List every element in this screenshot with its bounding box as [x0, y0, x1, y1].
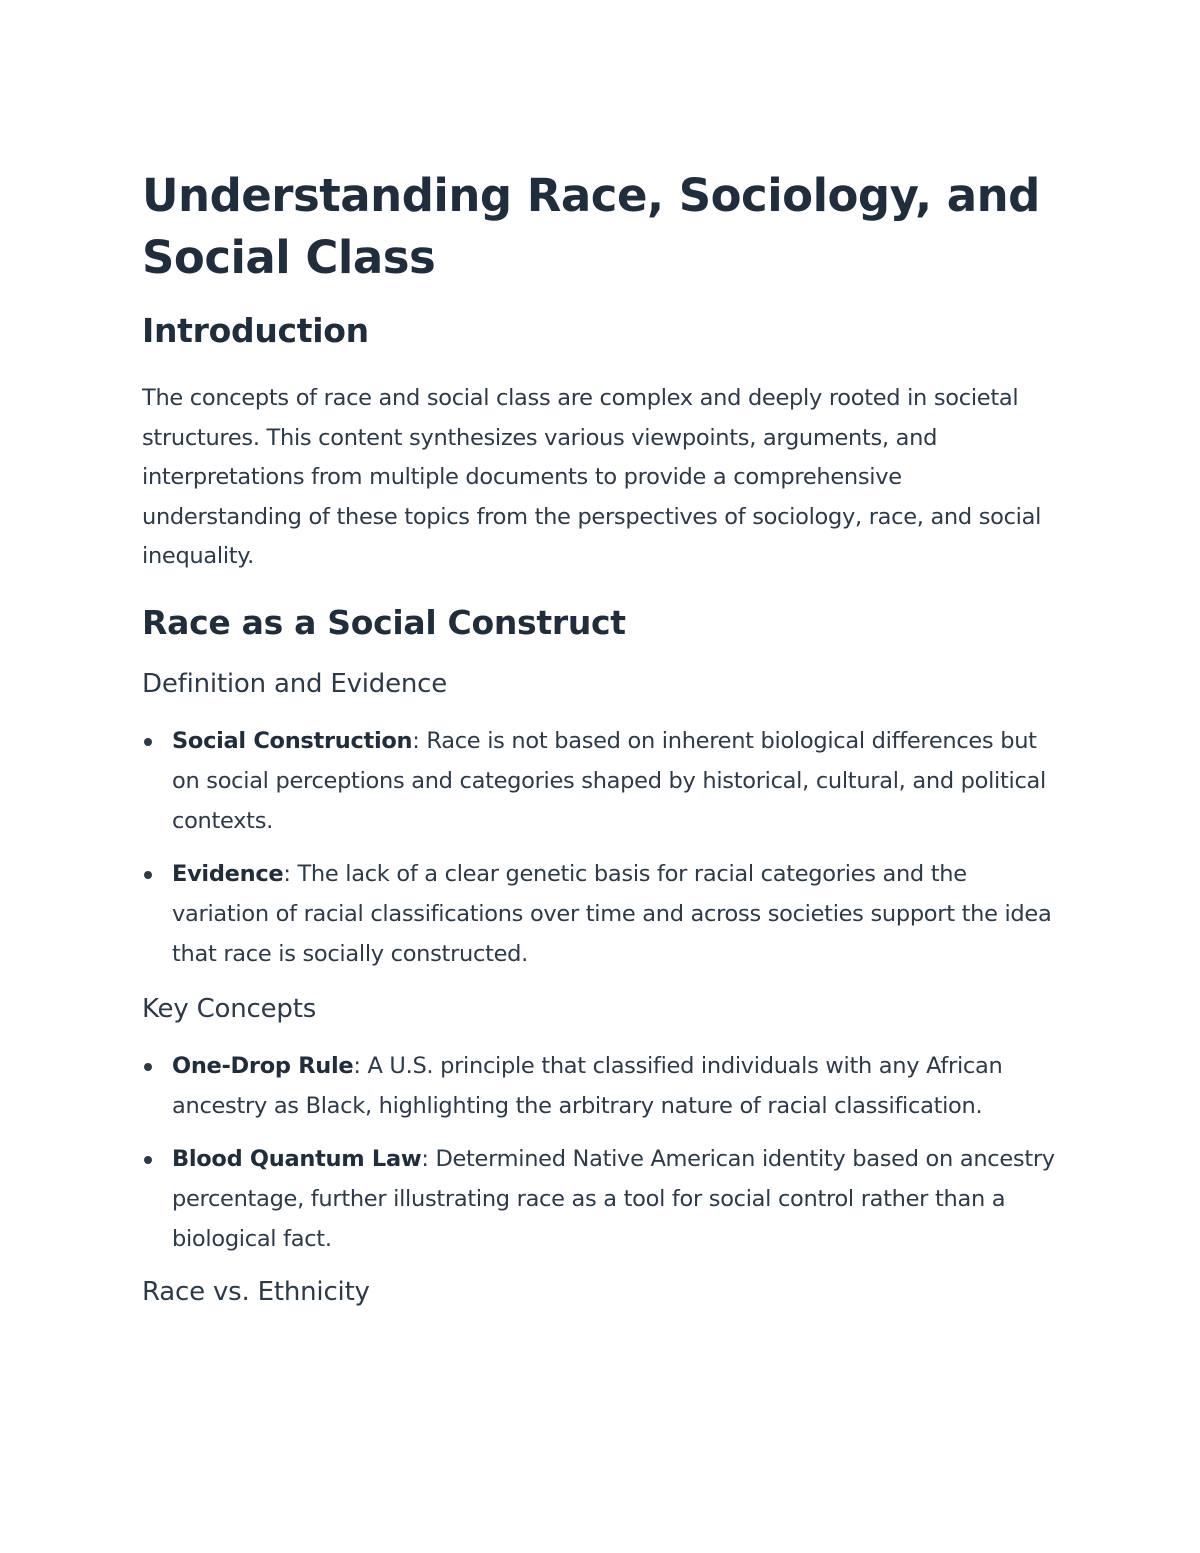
list-item [142, 1046, 1062, 1126]
definition-evidence-heading: Definition and Evidence [142, 668, 448, 699]
list-item-text: : Race is not based on inherent biological differences but on social perceptions and categories shaped by historical, cultural, and political contexts. [172, 727, 1046, 834]
key-concepts-heading: Key Concepts [142, 993, 317, 1024]
list-item [142, 1139, 1062, 1259]
list-item-term: Evidence [172, 860, 284, 887]
definition-list [142, 721, 1062, 974]
bullet-icon [144, 871, 152, 879]
list-item-text: : The lack of a clear genetic basis for racial categories and the variation of racial classifications over time and across societies support the idea that race is socially constructed. [172, 860, 1052, 967]
bullet-icon [144, 1063, 152, 1071]
document-page [142, 165, 1062, 1309]
bullet-icon [144, 738, 152, 746]
list-item-text: : Determined Native American identity based on ancestry percentage, further illustrating race as a tool for social control rather than a biological fact. [172, 1145, 1055, 1252]
document-title: Understanding Race, Sociology, and Social Class [142, 169, 1040, 284]
race-construct-heading: Race as a Social Construct [142, 602, 626, 642]
key-concepts-list [142, 1046, 1062, 1259]
list-item-term: One-Drop Rule [172, 1052, 354, 1079]
introduction-paragraph: The concepts of race and social class are complex and deeply rooted in societal structures. This content synthesizes various viewpoints, arguments, and interpretations from multiple documents to provide a comprehensive understanding of these topics from the perspectives of sociology, race, and social inequality. [142, 385, 1042, 569]
list-item [142, 854, 1062, 974]
list-item-text: : A U.S. principle that classified individuals with any African ancestry as Black, highlighting the arbitrary nature of racial classification. [172, 1052, 1003, 1119]
race-vs-ethnicity-heading: Race vs. Ethnicity [142, 1276, 370, 1307]
introduction-heading: Introduction [142, 311, 369, 350]
list-item-term: Social Construction [172, 727, 413, 754]
list-item [142, 721, 1062, 841]
bullet-icon [144, 1156, 152, 1164]
list-item-term: Blood Quantum Law [172, 1145, 422, 1172]
